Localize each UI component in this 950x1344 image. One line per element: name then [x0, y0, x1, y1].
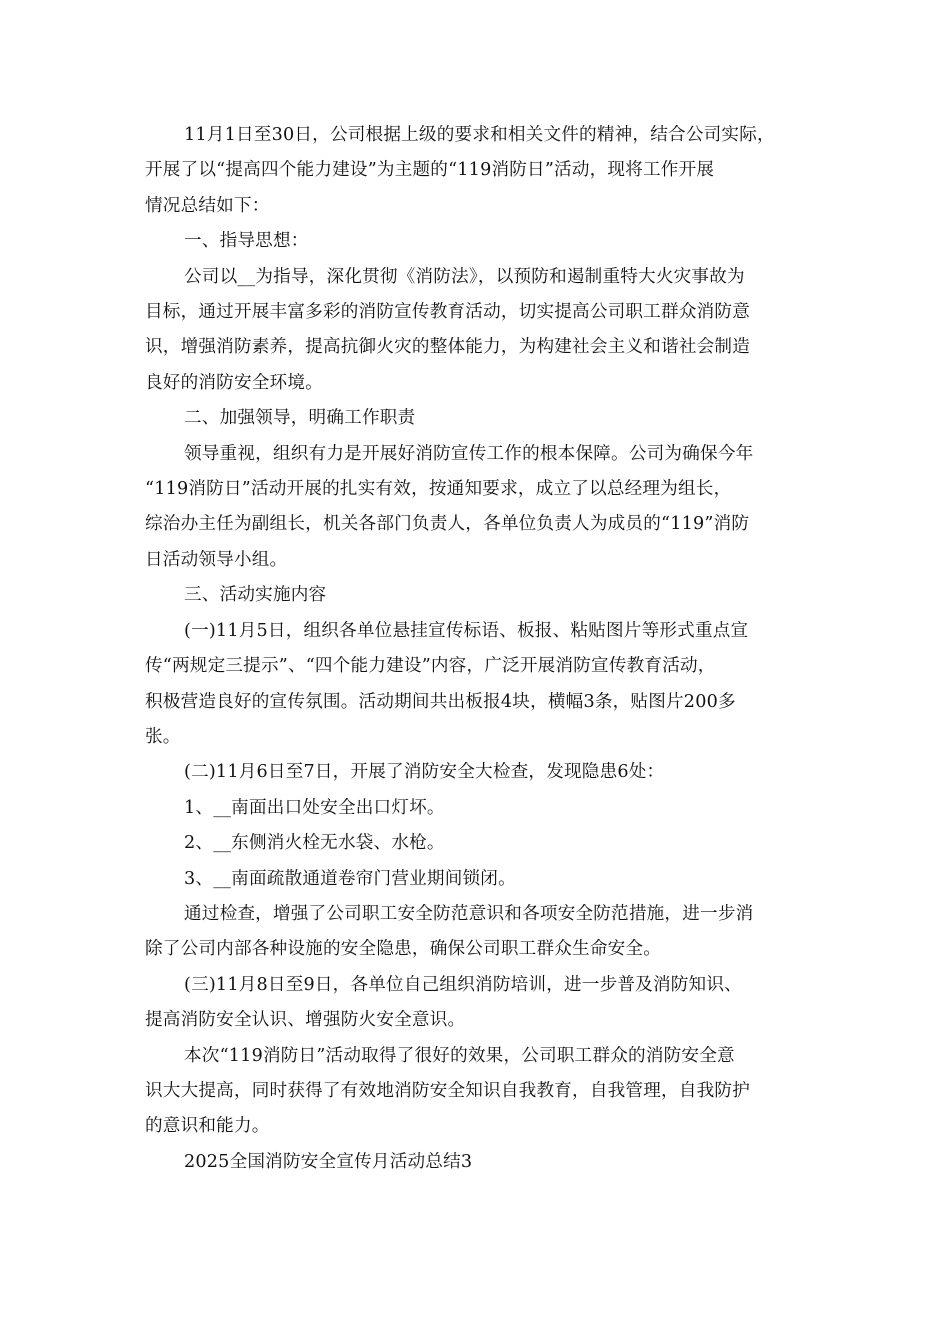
section-heading: 一、指导思想：	[184, 231, 309, 252]
text-line: 传“两规定三提示”、“四个能力建设”内容，广泛开展消防宣传教育活动，	[145, 656, 716, 677]
text-line: (一)11月5日，组织各单位悬挂宣传标语、板报、粘贴图片等形式重点宣	[184, 620, 749, 641]
text-line: 情况总结如下：	[145, 195, 270, 216]
text-line: 识，增强消防素养，提高抗御火灾的整体能力，为构建社会主义和谐社会制造	[145, 337, 750, 358]
text-line: 11月1日至30日，公司根据上级的要求和相关文件的精神，结合公司实际，	[184, 125, 775, 145]
text-line: (二)11月6日至7日，开展了消防安全大检查，发现隐患6处：	[184, 762, 665, 783]
text-line: 除了公司内部各种设施的安全隐患，确保公司职工群众生命安全。	[145, 939, 662, 960]
section-heading: 三、活动实施内容	[184, 585, 327, 606]
list-item: 1、__南面出口处安全出口灯坏。	[184, 797, 445, 818]
section-heading: 二、加强领导，明确工作职责	[184, 408, 416, 429]
text-line: 张。	[145, 726, 181, 747]
text-line: 综治办主任为副组长，机关各部门负责人，各单位负责人为成员的“119”消防	[145, 514, 750, 535]
document-body	[145, 118, 820, 1180]
list-item: 2、__东侧消火栓无水袋、水枪。	[184, 833, 445, 854]
text-line: (三)11月8日至9日，各单位自己组织消防培训，进一步普及消防知识、	[184, 974, 742, 995]
text-line: 公司以__为指导，深化贯彻《消防法》，以预防和遏制重特大火灾事故为	[184, 266, 745, 287]
text-line: 领导重视，组织有力是开展好消防宣传工作的根本保障。公司为确保今年	[184, 443, 754, 464]
list-item: 3、__南面疏散通道卷帘门营业期间锁闭。	[184, 868, 516, 889]
text-line: 的意识和能力。	[145, 1116, 270, 1137]
text-line: 积极营造良好的宣传氛围。活动期间共出板报4块，横幅3条，贴图片200多	[145, 691, 736, 712]
text-line: 提高消防安全认识、增强防火安全意识。	[145, 1010, 466, 1031]
text-line: 识大大提高，同时获得了有效地消防安全知识自我教育，自我管理，自我防护	[145, 1080, 750, 1101]
text-line: 日活动领导小组。	[145, 549, 288, 570]
text-line: 通过检查，增强了公司职工安全防范意识和各项安全防范措施，进一步消	[184, 903, 754, 924]
text-line: 开展了以“提高四个能力建设”为主题的“119消防日”活动，现将工作开展	[145, 160, 715, 181]
text-line: 良好的消防安全环境。	[145, 372, 323, 393]
text-line: 本次“119消防日”活动取得了很好的效果，公司职工群众的消防安全意	[184, 1045, 735, 1066]
text-line: “119消防日”活动开展的扎实有效，按通知要求，成立了以总经理为组长，	[145, 479, 732, 500]
next-section-title: 2025全国消防安全宣传月活动总结3	[184, 1151, 473, 1172]
text-line: 目标，通过开展丰富多彩的消防宣传教育活动，切实提高公司职工群众消防意	[145, 302, 750, 323]
